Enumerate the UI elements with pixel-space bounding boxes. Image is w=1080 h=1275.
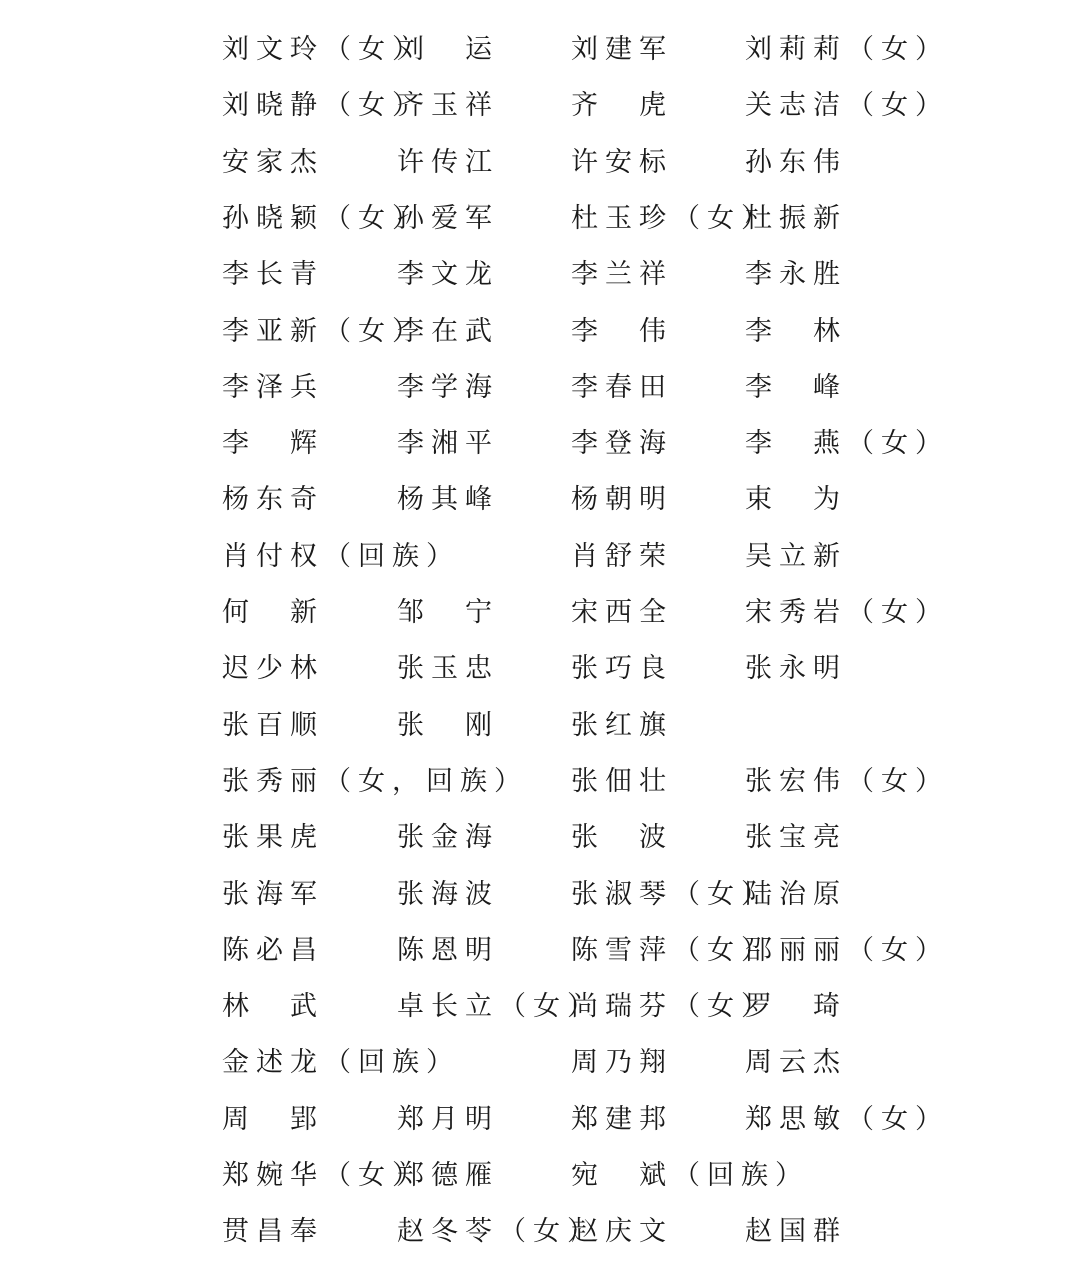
name-entry: 张玉忠 <box>397 653 499 685</box>
name-entry: 李在武 <box>397 315 499 347</box>
name-entry: 李亚新（女） <box>222 315 426 347</box>
name-entry: 李学海 <box>397 371 499 403</box>
name-entry: 张百顺 <box>222 709 324 741</box>
name-entry: 束 为 <box>745 484 847 516</box>
name-row <box>0 585 1080 641</box>
name-entry: 周 郢 <box>222 1103 324 1135</box>
name-entry: 刘文玲（女） <box>222 34 426 65</box>
name-entry: 尚瑞芬（女） <box>571 991 775 1023</box>
name-entry: 贯昌奉 <box>222 1216 324 1248</box>
name-entry: 陈恩明 <box>397 934 499 966</box>
name-entry: 李文龙 <box>397 259 499 291</box>
name-entry: 何 新 <box>222 597 324 628</box>
name-row <box>0 135 1080 191</box>
name-entry: 李泽兵 <box>222 371 324 403</box>
name-entry: 卓长立（女） <box>397 991 601 1023</box>
name-entry: 罗 琦 <box>745 991 847 1023</box>
name-entry: 李 林 <box>745 315 847 347</box>
name-entry: 许安标 <box>571 146 673 178</box>
name-row <box>0 304 1080 360</box>
name-entry: 陈雪萍（女） <box>571 934 775 966</box>
name-row <box>0 923 1080 979</box>
name-entry: 郑婉华（女） <box>222 1160 426 1191</box>
name-entry: 李永胜 <box>745 259 847 291</box>
name-entry: 张海军 <box>222 878 324 910</box>
name-entry: 张果虎 <box>222 822 324 854</box>
name-row <box>0 247 1080 303</box>
name-entry: 张红旗 <box>571 709 673 741</box>
name-entry: 李登海 <box>571 428 673 460</box>
name-entry: 孙爱军 <box>397 202 499 234</box>
name-entry: 宛 斌（回族） <box>571 1160 809 1191</box>
name-entry: 陆治原 <box>745 878 847 910</box>
name-row <box>0 416 1080 472</box>
name-entry: 刘晓静（女） <box>222 90 426 122</box>
name-entry: 宋西全 <box>571 597 673 628</box>
name-entry: 安家杰 <box>222 146 324 178</box>
name-entry: 张宝亮 <box>745 822 847 854</box>
name-row <box>0 1148 1080 1204</box>
name-entry: 孙东伟 <box>745 146 847 178</box>
name-entry: 金述龙（回族） <box>222 1047 460 1079</box>
name-entry: 赵冬苓（女） <box>397 1216 601 1248</box>
name-entry: 刘 运 <box>397 34 499 65</box>
name-row <box>0 698 1080 754</box>
name-entry: 杜振新 <box>745 202 847 234</box>
name-entry: 肖付权（回族） <box>222 540 460 572</box>
name-entry: 杨东奇 <box>222 484 324 516</box>
name-entry: 宋秀岩（女） <box>745 597 949 628</box>
name-row <box>0 78 1080 134</box>
name-entry: 张 刚 <box>397 709 499 741</box>
name-entry: 杨其峰 <box>397 484 499 516</box>
name-entry: 郑思敏（女） <box>745 1103 949 1135</box>
name-row <box>0 1035 1080 1091</box>
name-row <box>0 867 1080 923</box>
name-entry: 李 辉 <box>222 428 324 460</box>
name-entry: 李 峰 <box>745 371 847 403</box>
name-entry: 张巧良 <box>571 653 673 685</box>
name-entry: 林 武 <box>222 991 324 1023</box>
name-entry: 刘莉莉（女） <box>745 34 949 65</box>
name-entry: 周乃翔 <box>571 1047 673 1079</box>
name-entry: 张永明 <box>745 653 847 685</box>
name-entry: 孙晓颖（女） <box>222 202 426 234</box>
name-entry: 周云杰 <box>745 1047 847 1079</box>
name-entry: 刘建军 <box>571 34 673 65</box>
name-entry: 许传江 <box>397 146 499 178</box>
name-entry: 李 伟 <box>571 315 673 347</box>
name-entry: 张佃壮 <box>571 765 673 797</box>
name-entry: 杨朝明 <box>571 484 673 516</box>
name-entry: 邹 宁 <box>397 597 499 628</box>
name-entry: 张金海 <box>397 822 499 854</box>
name-row <box>0 360 1080 416</box>
name-row <box>0 754 1080 810</box>
name-entry: 迟少林 <box>222 653 324 685</box>
name-row <box>0 1204 1080 1260</box>
name-entry: 肖舒荣 <box>571 540 673 572</box>
name-row <box>0 472 1080 528</box>
name-entry: 齐玉祥 <box>397 90 499 122</box>
name-entry: 张宏伟（女） <box>745 765 949 797</box>
name-entry: 赵庆文 <box>571 1216 673 1248</box>
name-row <box>0 641 1080 697</box>
name-entry: 张淑琴（女） <box>571 878 775 910</box>
name-entry: 邵丽丽（女） <box>745 934 949 966</box>
name-row <box>0 1092 1080 1148</box>
name-entry: 郑建邦 <box>571 1103 673 1135</box>
name-entry: 李春田 <box>571 371 673 403</box>
name-entry: 赵国群 <box>745 1216 847 1248</box>
name-row <box>0 529 1080 585</box>
name-entry: 李 燕（女） <box>745 428 949 460</box>
name-entry: 李湘平 <box>397 428 499 460</box>
name-entry: 张海波 <box>397 878 499 910</box>
name-entry: 李长青 <box>222 259 324 291</box>
name-row <box>0 979 1080 1035</box>
name-entry: 张秀丽（女，回族） <box>222 765 528 797</box>
name-entry: 关志洁（女） <box>745 90 949 122</box>
name-entry: 杜玉珍（女） <box>571 202 775 234</box>
name-entry: 李兰祥 <box>571 259 673 291</box>
name-entry: 郑月明 <box>397 1103 499 1135</box>
name-entry: 齐 虎 <box>571 90 673 122</box>
name-entry: 陈必昌 <box>222 934 324 966</box>
name-row <box>0 22 1080 78</box>
name-entry: 张 波 <box>571 822 673 854</box>
name-entry: 郑德雁 <box>397 1160 499 1191</box>
name-entry: 吴立新 <box>745 540 847 572</box>
name-row <box>0 191 1080 247</box>
name-row <box>0 810 1080 866</box>
